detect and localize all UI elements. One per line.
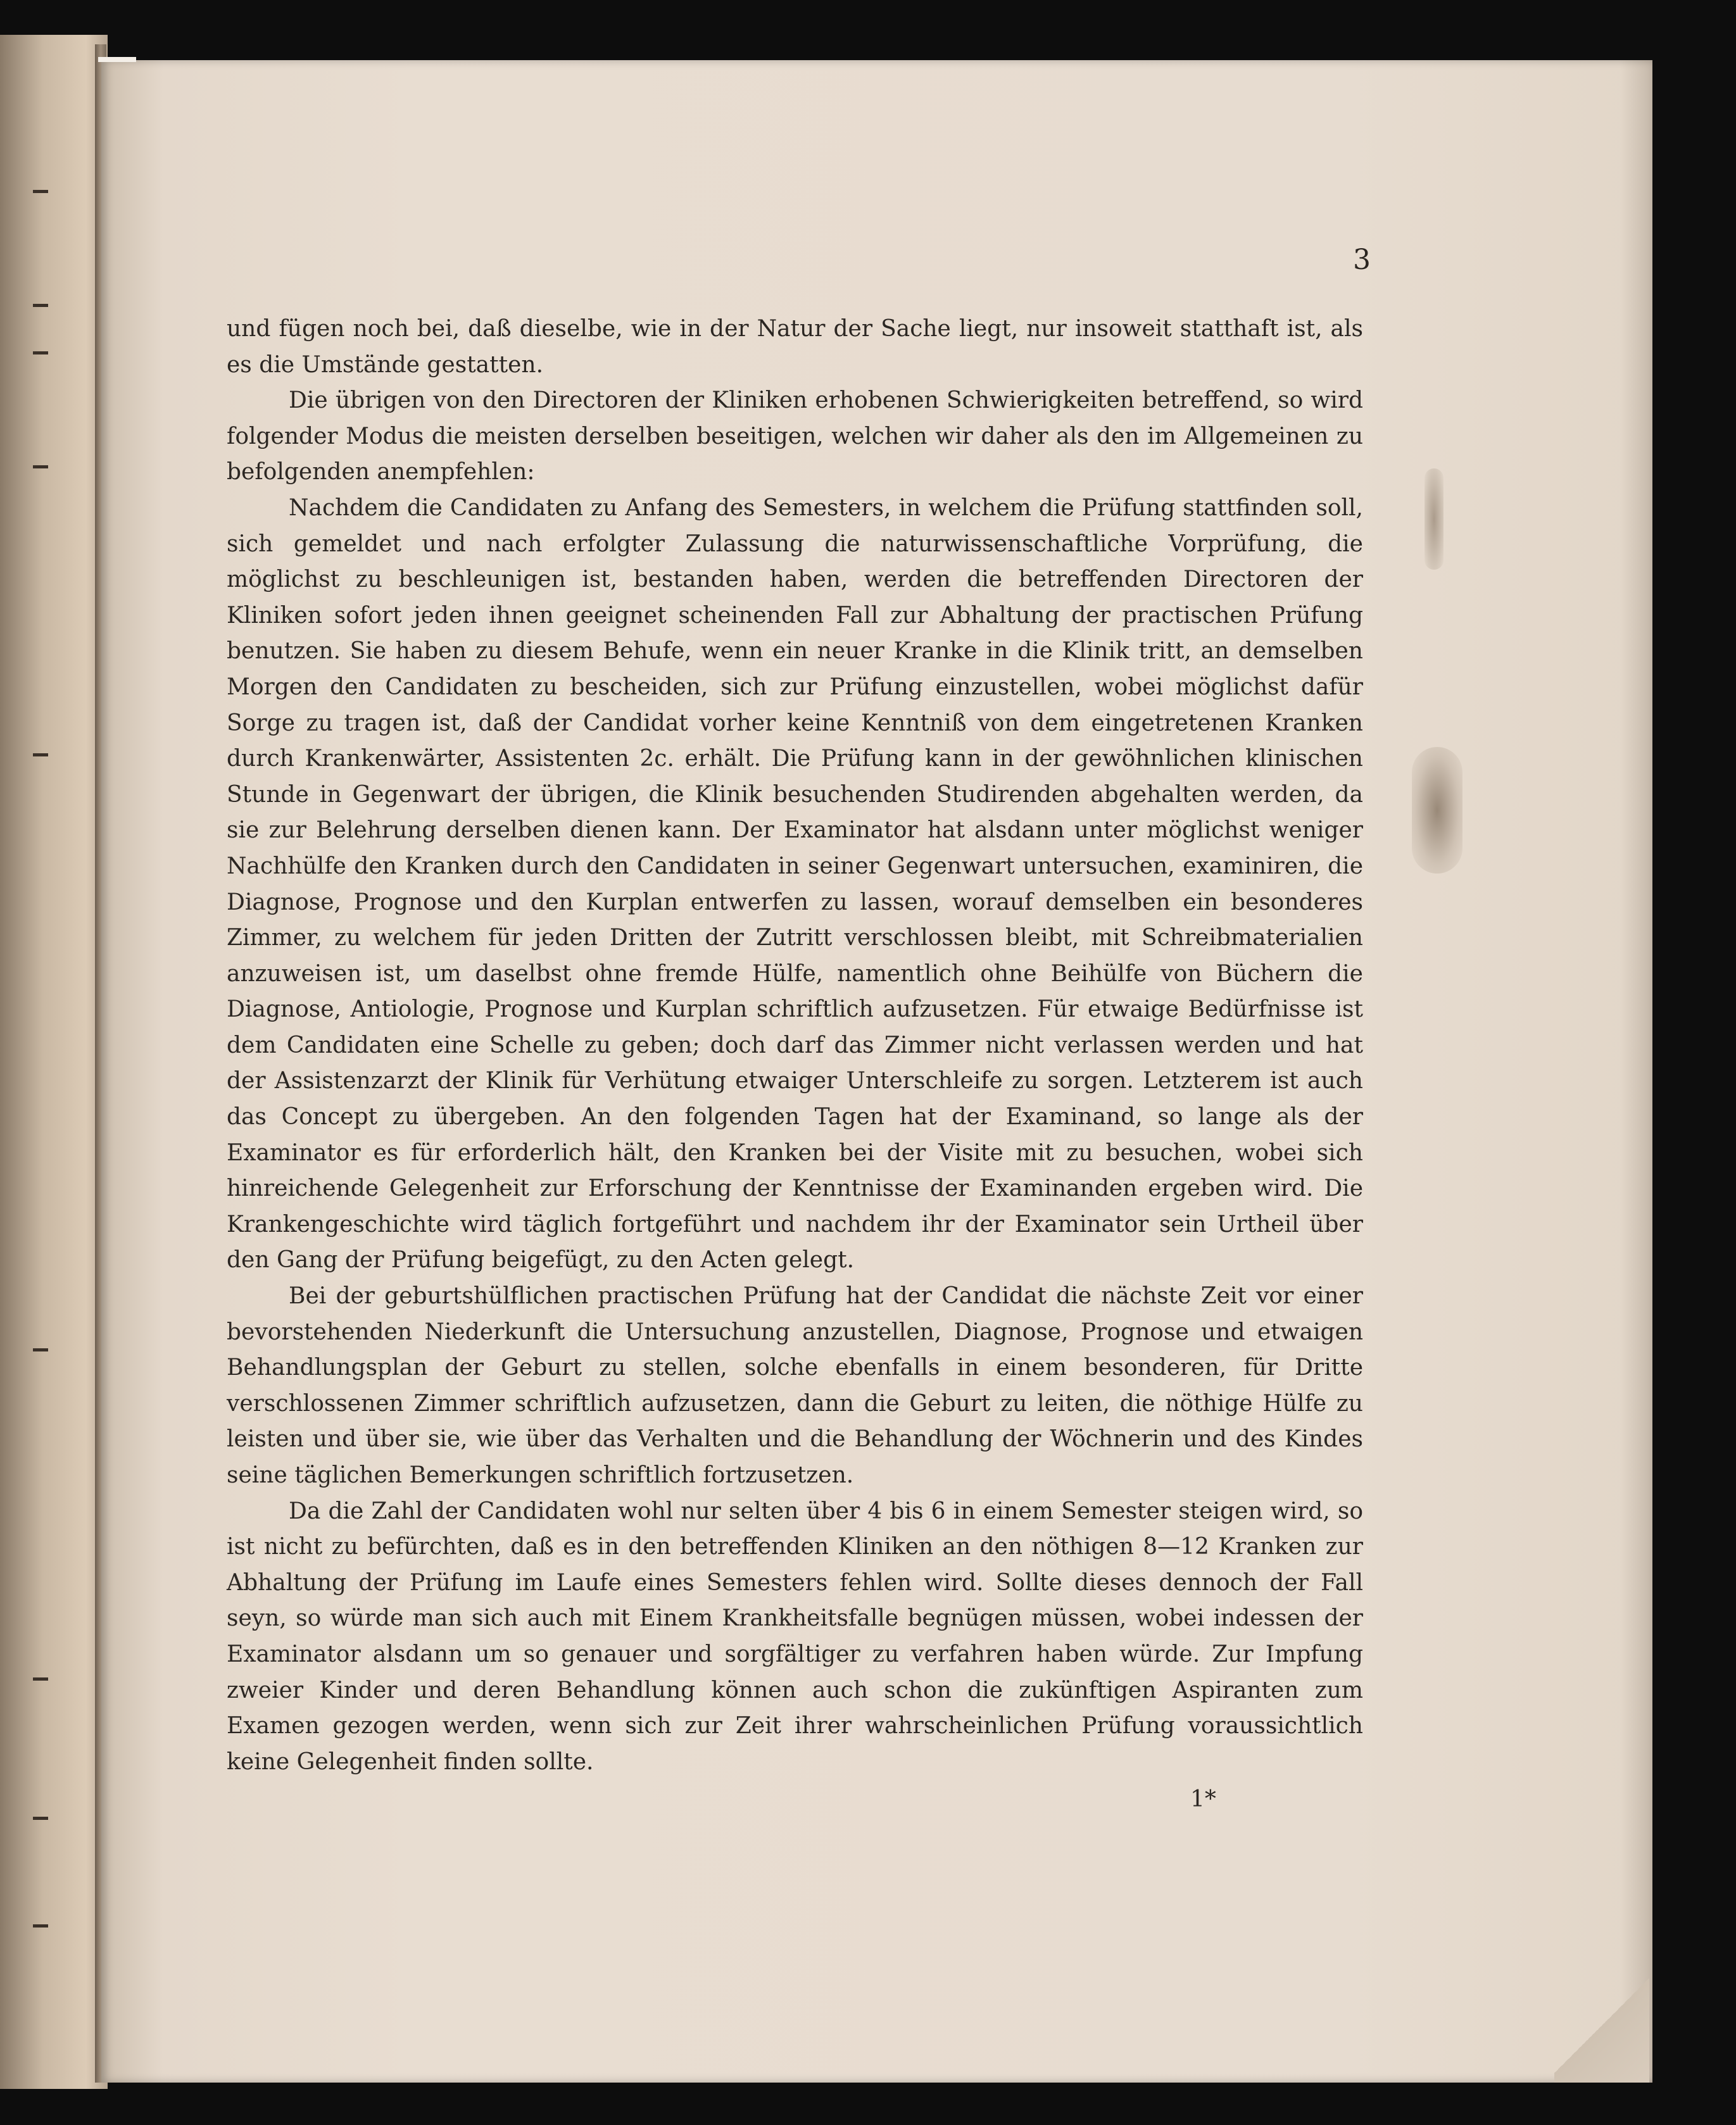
paragraph: und fügen noch bei, daß dieselbe, wie in der Natur der Sache liegt, nur insoweit statthaft ist, als es die Umstände gestatten. [227, 316, 1363, 378]
paragraph: Nachdem die Candidaten zu Anfang des Semesters, in welchem die Prüfung stattfinden soll, sich gemeldet und nach erfolgter Zulassung die naturwissenschaftliche Vorprüfung, die möglichst zu beschleunigen ist, bestanden haben, werden die betreffenden Directoren der Kliniken sofort jeden ihnen geeignet scheinenden Fall zur Abhaltung der practischen Prüfung benutzen. Sie haben zu diesem Behufe, wenn ein neuer Kranke in die Klinik tritt, an demselben Morgen den Candidaten zu bescheiden, sich zur Prüfung einzustellen, wobei möglichst dafür Sorge zu tragen ist, daß der Candidat vorher keine Kenntniß von dem eingetretenen Kranken durch Krankenwärter, Assistenten 2c. erhält. Die Prüfung kann in der gewöhnlichen klinischen Stunde in Gegenwart der übrigen, die Klinik besuchenden Studirenden abgehalten werden, da sie zur Belehrung derselben dienen kann. Der Examinator hat alsdann unter möglichst weniger Nachhülfe den Kranken durch den Candidaten in seiner Gegenwart untersuchen, examiniren, die Diagnose, Prognose und den Kurplan entwerfen zu lassen, worauf demselben ein besonderes Zimmer, zu welchem für jeden Dritten der Zutritt verschlossen bleibt, mit Schreibmaterialien anzuweisen ist, um daselbst ohne fremde Hülfe, namentlich ohne Beihülfe von Büchern die Diagnose, Antiologie, Prognose und Kurplan schriftlich aufzusetzen. Für etwaige Bedürfnisse ist dem Candidaten eine Schelle zu geben; doch darf das Zimmer nicht verlassen werden und hat der Assistenzarzt der Klinik für Verhütung etwaiger Unterschleife zu sorgen. Letzterem ist auch das Concept zu übergeben. An den folgenden Tagen hat der Examinand, so lange als der Examinator es für erforderlich hält, den Kranken bei der Visite mit zu besuchen, wobei sich hinreichende Gelegenheit zur Erforschung der Kenntnisse der Examinanden ergeben wird. Die Krankengeschichte wird täglich fortgeführt und nachdem ihr der Examinator sein Urtheil über den Gang der Prüfung beigefügt, zu den Acten gelegt. [227, 494, 1363, 1274]
left-page-edge [0, 35, 108, 2089]
paragraph: Die übrigen von den Directoren der Kliniken erhobenen Schwierigkeiten betreffend, so wird folgender Modus die meisten derselben beseitigen, welchen wir daher als den im Allgemeinen zu befolgenden anempfehlen: [227, 387, 1363, 486]
corner-fold [1554, 1969, 1649, 2083]
margin-mark [33, 753, 48, 756]
page-number: 3 [1353, 244, 1371, 276]
margin-mark [33, 1924, 48, 1928]
margin-mark [33, 1348, 48, 1351]
paragraph: Bei der geburtshülflichen practischen Prüfung hat der Candidat die nächste Zeit vor einer bevorstehenden Niederkunft die Untersuchung anzustellen, Diagnose, Prognose und etwaigen Behandlungsplan der Geburt zu stellen, solche ebenfalls in einem besonderen, für Dritte verschlossenen Zimmer schriftlich aufzusetzen, dann die Geburt zu leiten, die nöthige Hülfe zu leisten und über sie, wie über das Verhalten und die Behandlung der Wöchnerin und des Kindes seine täglichen Bemerkungen schriftlich fortzusetzen. [227, 1283, 1363, 1488]
margin-mark [33, 465, 48, 468]
paragraph: Da die Zahl der Candidaten wohl nur selten über 4 bis 6 in einem Semester steigen wird, so ist nicht zu befürchten, daß es in den betreffenden Kliniken an den nöthigen 8—12 Kranken zur Abhaltung der Prüfung im Laufe eines Semesters fehlen wird. Sollte dieses dennoch der Fall seyn, so würde man sich auch mit Einem Krankheitsfalle begnügen müssen, wobei indessen der Examinator alsdann um so genauer und sorgfältiger zu verfahren haben würde. Zur Impfung zweier Kinder und deren Behandlung können auch schon die zukünftigen Aspiranten zum Examen gezogen werden, wenn sich zur Zeit ihrer wahrscheinlichen Prüfung voraussichtlich keine Gelegenheit finden sollte. [227, 1498, 1363, 1775]
margin-mark [33, 190, 48, 193]
body-text [227, 311, 1363, 1780]
margin-mark [33, 1677, 48, 1681]
margin-mark [33, 1817, 48, 1820]
signature-mark: 1* [1190, 1786, 1216, 1812]
page-stain [1412, 747, 1462, 874]
margin-mark [33, 304, 48, 307]
page-corner-highlight [98, 57, 136, 62]
page-stain [1425, 468, 1444, 570]
page-right-shadow [1621, 60, 1652, 2083]
margin-mark [33, 351, 48, 354]
